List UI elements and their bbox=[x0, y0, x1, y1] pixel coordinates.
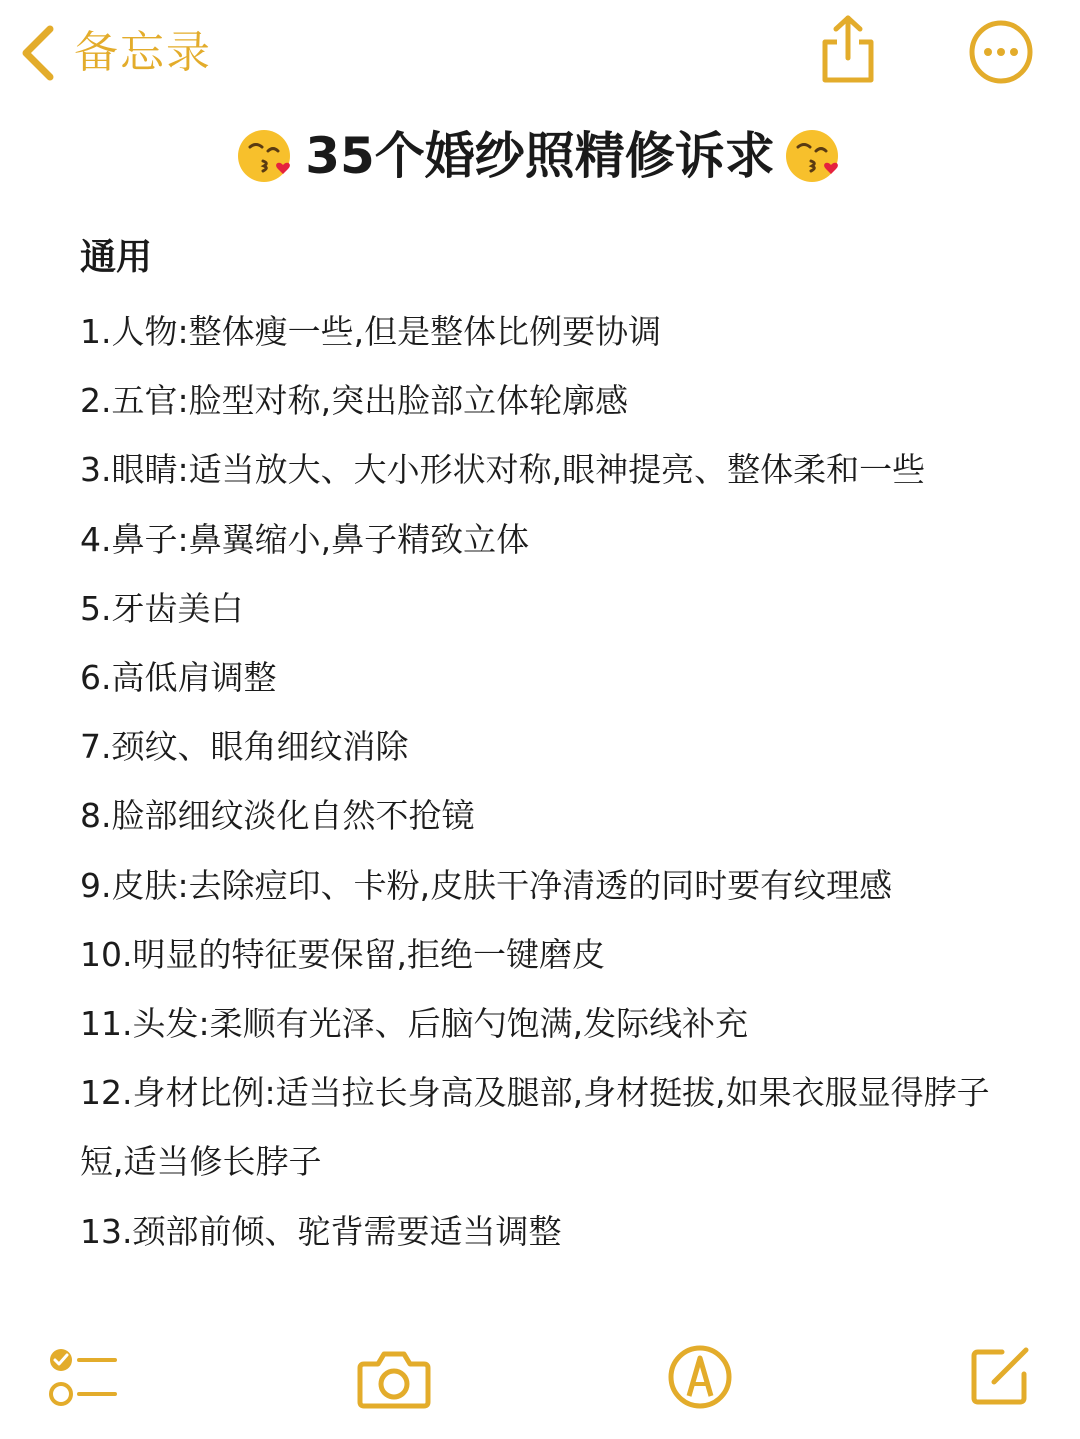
share-button[interactable] bbox=[815, 14, 881, 86]
camera-icon bbox=[356, 1348, 432, 1410]
list-item: 6.高低肩调整 bbox=[80, 658, 277, 698]
checklist-icon bbox=[47, 1346, 119, 1410]
list-item: 12.身材比例:适当拉长身高及腿部,身材挺拔,如果衣服显得脖子短,适当修长脖子 bbox=[80, 1073, 990, 1182]
chevron-left-icon bbox=[18, 23, 58, 83]
compose-button[interactable] bbox=[968, 1342, 1034, 1408]
share-icon bbox=[815, 14, 881, 86]
note-title-text: 35个婚纱照精修诉求 bbox=[305, 127, 775, 185]
list-item: 1.人物:整体瘦一些,但是整体比例要协调 bbox=[80, 312, 662, 351]
list-item: 9.皮肤:去除痘印、卡粉,皮肤干净清透的同时要有纹理感 bbox=[80, 865, 893, 905]
list-item: 11.头发:柔顺有光泽、后脑勺饱满,发际线补充 bbox=[80, 1004, 749, 1044]
nav-bar bbox=[0, 0, 1080, 110]
list-item: 8.脸部细纹淡化自然不抢镜 bbox=[80, 796, 475, 836]
bottom-toolbar bbox=[0, 1330, 1080, 1430]
list-item: 2.五官:脸型对称,突出脸部立体轮廓感 bbox=[80, 381, 629, 421]
checklist-button[interactable] bbox=[47, 1346, 119, 1410]
compose-icon bbox=[968, 1342, 1034, 1408]
camera-button[interactable] bbox=[356, 1348, 432, 1410]
note-body[interactable] bbox=[80, 297, 1030, 1266]
ellipsis-circle-icon bbox=[968, 19, 1034, 85]
back-button[interactable] bbox=[18, 18, 212, 88]
back-label: 备忘录 bbox=[74, 27, 212, 78]
more-button[interactable] bbox=[968, 19, 1034, 85]
markup-button[interactable] bbox=[667, 1344, 733, 1410]
kissing-face-emoji bbox=[237, 127, 295, 185]
list-item: 3.眼睛:适当放大、大小形状对称,眼神提亮、整体柔和一些 bbox=[80, 450, 926, 490]
list-item: 13.颈部前倾、驼背需要适当调整 bbox=[80, 1211, 562, 1251]
section-heading: 通用 bbox=[80, 237, 153, 278]
list-item: 10.明显的特征要保留,拒绝一键磨皮 bbox=[80, 934, 605, 974]
list-item: 5.牙齿美白 bbox=[80, 588, 244, 628]
list-item: 4.鼻子:鼻翼缩小,鼻子精致立体 bbox=[80, 519, 530, 559]
note-title bbox=[0, 116, 1080, 196]
kissing-face-emoji bbox=[785, 127, 843, 185]
list-item: 7.颈纹、眼角细纹消除 bbox=[80, 727, 409, 767]
markup-pen-icon bbox=[667, 1344, 733, 1410]
